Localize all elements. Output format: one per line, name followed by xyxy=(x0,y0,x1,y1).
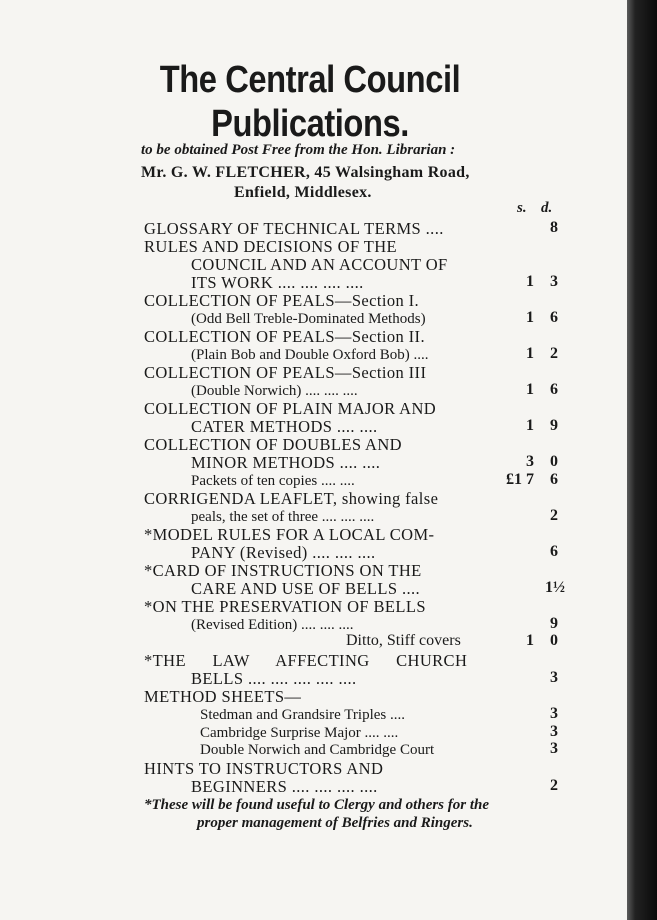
price-shillings: 3 xyxy=(526,453,534,470)
address-line-1: Mr. G. W. FLETCHER, 45 Walsingham Road, xyxy=(141,164,470,181)
list-item: (Odd Bell Treble-Dominated Methods) xyxy=(191,311,426,327)
price-shillings: £1 7 xyxy=(506,471,534,488)
list-item: COLLECTION OF PEALS—Section I. xyxy=(144,291,420,310)
list-item: PANY (Revised) .... .... .... xyxy=(191,543,376,562)
list-item: *ON THE PRESERVATION OF BELLS xyxy=(144,597,426,616)
shillings-column-header: s. xyxy=(517,200,527,216)
list-item: COUNCIL AND AN ACCOUNT OF xyxy=(191,255,448,274)
price-pence: 9 xyxy=(550,417,558,434)
price-shillings: 1 xyxy=(526,273,534,290)
list-item: COLLECTION OF DOUBLES AND xyxy=(144,435,402,454)
list-item: *CARD OF INSTRUCTIONS ON THE xyxy=(144,561,422,580)
list-item: Double Norwich and Cambridge Court xyxy=(200,742,435,758)
list-item: Cambridge Surprise Major .... .... xyxy=(200,725,399,741)
price-pence: 6 xyxy=(550,471,558,488)
title-line-2: Publications. xyxy=(211,103,409,145)
list-item: (Double Norwich) .... .... .... xyxy=(191,383,358,399)
list-item: BEGINNERS .... .... .... .... xyxy=(191,777,378,796)
price-pence: 3 xyxy=(550,669,558,686)
price-shillings: 1 xyxy=(526,381,534,398)
price-pence: 2 xyxy=(550,507,558,524)
address-line-2: Enfield, Middlesex. xyxy=(234,184,372,201)
list-item: peals, the set of three .... .... .... xyxy=(191,509,375,525)
list-item: MINOR METHODS .... .... xyxy=(191,453,381,472)
price-shillings: 1 xyxy=(526,632,534,649)
price-pence: 6 xyxy=(550,309,558,326)
list-item: HINTS TO INSTRUCTORS AND xyxy=(144,759,384,778)
page-edge-shadow xyxy=(627,0,657,920)
list-item: COLLECTION OF PEALS—Section II. xyxy=(144,327,425,346)
list-item: (Revised Edition) .... .... .... xyxy=(191,617,354,633)
list-item: *MODEL RULES FOR A LOCAL COM- xyxy=(144,525,435,544)
price-pence: 9 xyxy=(550,615,558,632)
list-item: Ditto, Stiff covers xyxy=(346,632,461,649)
title-line-1: The Central Council xyxy=(159,59,461,101)
list-item: RULES AND DECISIONS OF THE xyxy=(144,237,398,256)
list-item: CATER METHODS .... .... xyxy=(191,417,378,436)
list-item: ITS WORK .... .... .... .... xyxy=(191,273,364,292)
list-item: *THE LAW AFFECTING CHURCH xyxy=(144,651,468,670)
price-pence: 3 xyxy=(550,723,558,740)
list-item: BELLS .... .... .... .... .... xyxy=(191,669,357,688)
price-pence: 6 xyxy=(550,543,558,560)
price-pence: 3 xyxy=(550,740,558,757)
list-item: GLOSSARY OF TECHNICAL TERMS .... xyxy=(144,219,444,238)
footnote-line-1: *These will be found useful to Clergy and others for the xyxy=(144,797,490,813)
price-shillings: 1 xyxy=(526,345,534,362)
price-pence: 3 xyxy=(550,705,558,722)
subtitle: to be obtained Post Free from the Hon. Librarian : xyxy=(141,142,456,158)
footnote-line-2: proper management of Belfries and Ringers. xyxy=(197,815,473,831)
price-pence: 2 xyxy=(550,777,558,794)
list-item: (Plain Bob and Double Oxford Bob) .... xyxy=(191,347,429,363)
list-item: CORRIGENDA LEAFLET, showing false xyxy=(144,489,439,508)
list-item: COLLECTION OF PLAIN MAJOR AND xyxy=(144,399,437,418)
price-pence: 3 xyxy=(550,273,558,290)
price-pence: 8 xyxy=(550,219,558,236)
list-item: METHOD SHEETS— xyxy=(144,687,302,706)
price-shillings: 1 xyxy=(526,309,534,326)
price-pence: 2 xyxy=(550,345,558,362)
pence-column-header: d. xyxy=(541,200,553,216)
list-item: Stedman and Grandsire Triples .... xyxy=(200,707,405,723)
price-pence: 1½ xyxy=(545,579,565,596)
list-item: Packets of ten copies .... .... xyxy=(191,473,355,489)
price-shillings: 1 xyxy=(526,417,534,434)
price-pence: 6 xyxy=(550,381,558,398)
price-pence: 0 xyxy=(550,453,558,470)
price-pence: 0 xyxy=(550,632,558,649)
list-item: COLLECTION OF PEALS—Section III xyxy=(144,363,427,382)
list-item: CARE AND USE OF BELLS .... xyxy=(191,579,421,598)
